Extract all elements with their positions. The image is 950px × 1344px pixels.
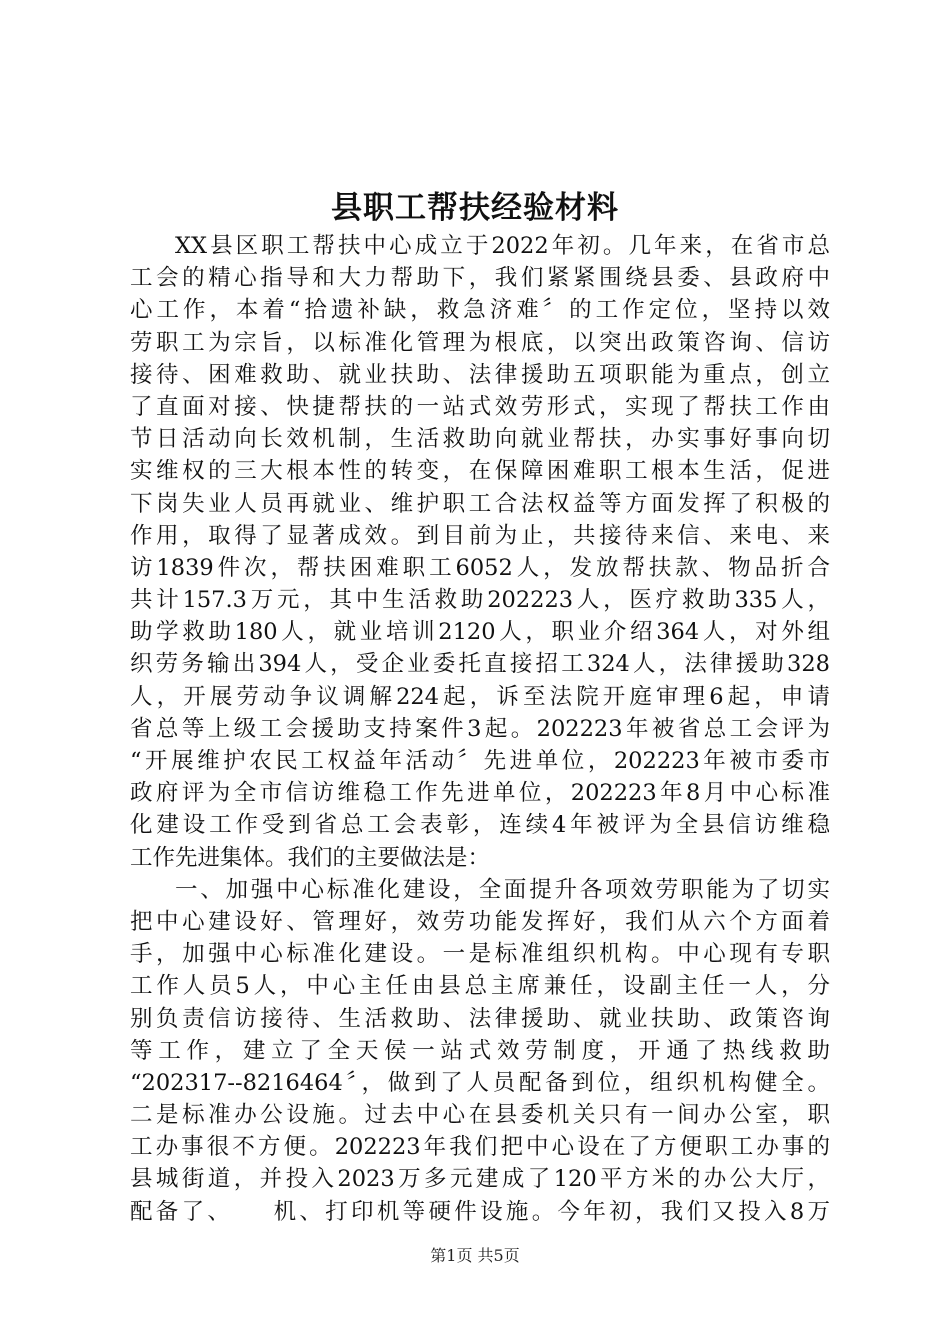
body-line: 访1839件次，帮扶困难职工6052人，发放帮扶款、物品折合	[130, 554, 830, 581]
body-line: 节日活动向长效机制，生活救助向就业帮扶，办实事好事向切	[130, 426, 830, 453]
page-footer	[0, 1244, 950, 1268]
body-line: XX县区职工帮扶中心成立于2022年初。几年来，在省市总	[175, 233, 830, 259]
body-line: 作用，取得了显著成效。到目前为止，共接待来信、来电、来	[130, 522, 830, 549]
body-line: 接待、困难救助、就业扶助、法律援助五项职能为重点，创立	[130, 361, 830, 388]
body-line: 织劳务输出394人，受企业委托直接招工324人，法律援助328	[130, 651, 830, 678]
body-line: 县城街道，并投入2023万多元建成了120平方米的办公大厅，	[130, 1166, 830, 1193]
body-line: 等工作，建立了全天侯一站式效劳制度，开通了热线救助	[130, 1037, 830, 1064]
body-line: 工会的精心指导和大力帮助下，我们紧紧围绕县委、县政府中	[130, 265, 830, 292]
body-line: 手，加强中心标准化建设。一是标准组织机构。中心现有专职	[130, 941, 830, 968]
body-line: 化建设工作受到省总工会表彰，连续4年被评为全县信访维稳	[130, 812, 830, 839]
body-line: 配备了、 机、打印机等硬件设施。今年初，我们又投入8万	[130, 1198, 830, 1225]
body-line: 二是标准办公设施。过去中心在县委机关只有一间办公室，职	[130, 1102, 830, 1129]
body-line: 劳职工为宗旨，以标准化管理为根底，以突出政策咨询、信访	[130, 329, 830, 356]
body-line: 下岗失业人员再就业、维护职工合法权益等方面发挥了积极的	[130, 490, 830, 517]
body-line: 把中心建设好、管理好，效劳功能发挥好，我们从六个方面着	[130, 908, 830, 935]
body-line: “开展维护农民工权益年活动〞先进单位，202223年被市委市	[130, 748, 830, 774]
body-line: 政府评为全市信访维稳工作先进单位，202223年8月中心标准	[130, 780, 830, 807]
body-line: 工作人员5人，中心主任由县总主席兼任，设副主任一人，分	[130, 973, 830, 1000]
page-number-label: 第1页 共5页	[430, 1246, 520, 1265]
body-line: 工办事很不方便。202223年我们把中心设在了方便职工办事的	[130, 1134, 830, 1161]
body-line: 共计157.3万元，其中生活救助202223人，医疗救助335人，	[130, 587, 830, 614]
body-line: “202317--8216464〞，做到了人员配备到位，组织机构健全。	[130, 1069, 830, 1096]
body-line: 别负责信访接待、生活救助、法律援助、就业扶助、政策咨询	[130, 1005, 830, 1032]
body-line: 一、加强中心标准化建设，全面提升各项效劳职能为了切实	[175, 876, 830, 903]
body-line: 人，开展劳动争议调解224起，诉至法院开庭审理6起，申请	[130, 683, 830, 710]
document-title: 县职工帮扶经验材料	[331, 190, 619, 226]
body-line: 了直面对接、快捷帮扶的一站式效劳形式，实现了帮扶工作由	[130, 393, 830, 420]
document-body	[130, 230, 830, 1228]
body-line: 省总等上级工会援助支持案件3起。202223年被省总工会评为	[130, 715, 830, 742]
body-line: 助学救助180人，就业培训2120人，职业介绍364人，对外组	[130, 619, 830, 646]
body-line: 心工作，本着“拾遗补缺，救急济难〞的工作定位，坚持以效	[130, 297, 830, 324]
body-line: 实维权的三大根本性的转变，在保障困难职工根本生活，促进	[130, 458, 830, 485]
body-line: 工作先进集体。我们的主要做法是：	[130, 844, 491, 871]
